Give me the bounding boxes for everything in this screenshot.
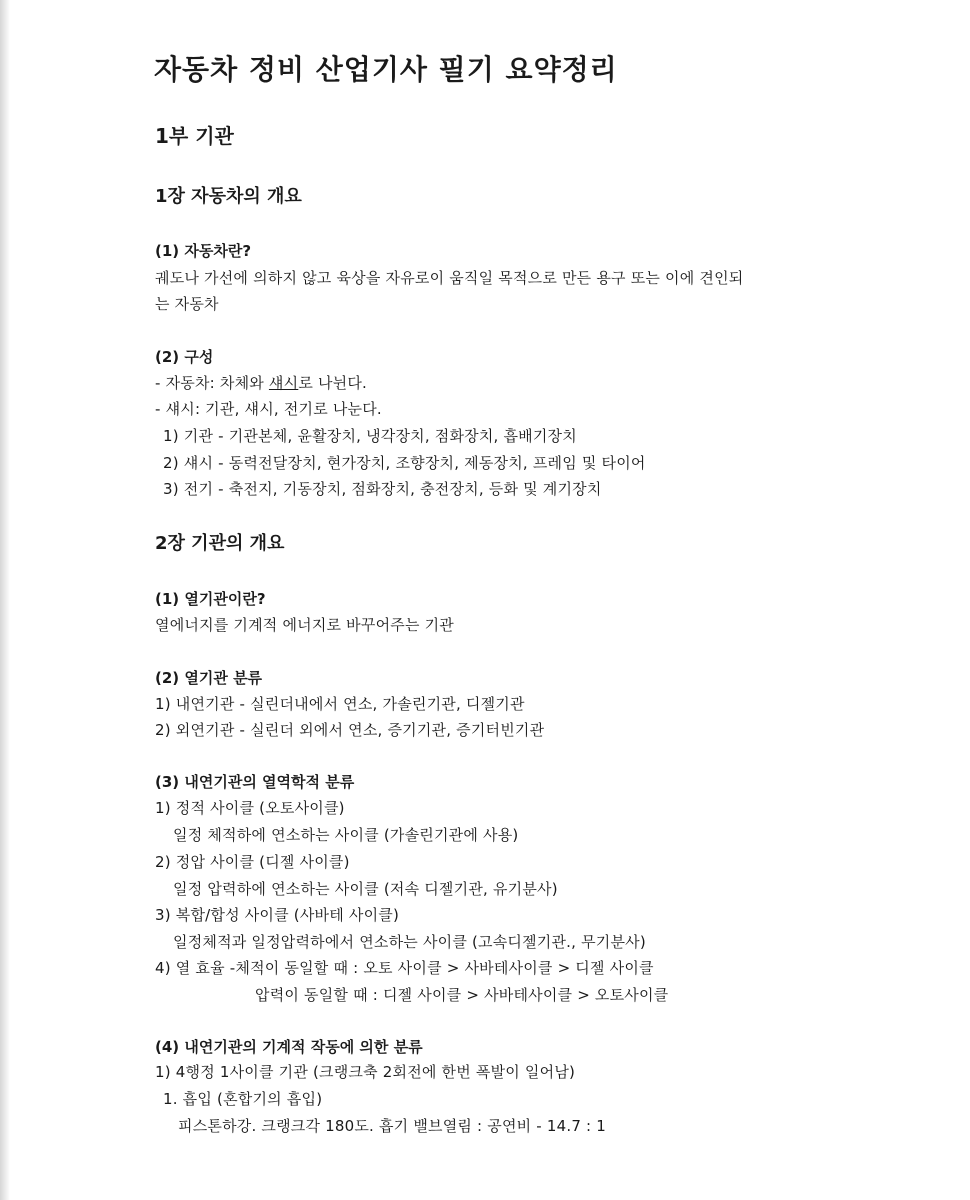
engine-class-item-1: 1) 내연기관 - 실린더내에서 연소, 가솔린기관, 디젤기관 — [155, 695, 525, 713]
section-1-1-text-cont: 는 자동차 — [155, 295, 219, 313]
section-1-1-heading: (1) 자동차란? — [155, 242, 252, 260]
stroke-subitem-1-desc: 피스톤하강. 크랭크각 180도. 흡기 밸브열림 : 공연비 - 14.7 : 1 — [178, 1117, 607, 1135]
thermal-efficiency-line-2: 압력이 동일할 때 : 디젤 사이클 > 사바테사이클 > 오토사이클 — [255, 986, 669, 1004]
stroke-subitem-1: 1. 흡입 (혼합기의 흡입) — [163, 1090, 323, 1108]
section-2-4-heading: (4) 내연기관의 기계적 작동에 의한 분류 — [155, 1038, 423, 1056]
composition-item-3: 3) 전기 - 축전지, 기동장치, 점화장치, 충전장치, 등화 및 계기장치 — [163, 480, 602, 498]
thermal-efficiency-line-1: 4) 열 효율 -체적이 동일할 때 : 오토 사이클 > 사바테사이클 > 디젤 사이클 — [155, 959, 654, 977]
section-2-1-text: 열에너지를 기계적 에너지로 바꾸어주는 기관 — [155, 616, 454, 634]
document-title: 자동차 정비 산업기사 필기 요약정리 — [154, 53, 618, 86]
part-heading: 1부 기관 — [155, 124, 234, 148]
cycle-item-1-desc: 일정 체적하에 연소하는 사이클 (가솔린기관에 사용) — [173, 826, 519, 844]
section-2-3-heading: (3) 내연기관의 열역학적 분류 — [155, 773, 355, 791]
cycle-item-2: 2) 정압 사이클 (디젤 사이클) — [155, 853, 350, 871]
engine-class-item-2: 2) 외연기관 - 실린더 외에서 연소, 증기기관, 증기터빈기관 — [155, 721, 545, 739]
composition-line-1: - 자동차: 차체와 섀시로 나뉜다. — [155, 374, 368, 392]
section-1-2-heading: (2) 구성 — [155, 348, 214, 366]
cycle-item-3-desc: 일정체적과 일정압력하에서 연소하는 사이클 (고속디젤기관., 무기분사) — [173, 933, 646, 951]
stroke-item-1: 1) 4행정 1사이클 기관 (크랭크축 2회전에 한번 폭발이 일어남) — [155, 1063, 576, 1081]
section-1-1-text: 궤도나 가선에 의하지 않고 육상을 자유로이 움직일 목적으로 만든 용구 또는 이에 견인되 — [155, 269, 744, 287]
chapter-2-heading: 2장 기관의 개요 — [155, 533, 285, 554]
composition-item-2: 2) 섀시 - 동력전달장치, 현가장치, 조향장치, 제동장치, 프레임 및 타이어 — [163, 454, 646, 472]
section-2-1-heading: (1) 열기관이란? — [155, 590, 266, 608]
chapter-1-heading: 1장 자동차의 개요 — [155, 186, 302, 207]
section-2-2-heading: (2) 열기관 분류 — [155, 669, 263, 687]
cycle-item-1: 1) 정적 사이클 (오토사이클) — [155, 799, 345, 817]
underlined-term: 섀시 — [268, 374, 299, 392]
composition-item-1: 1) 기관 - 기관본체, 윤활장치, 냉각장치, 점화장치, 흡배기장치 — [163, 427, 577, 445]
cycle-item-2-desc: 일정 압력하에 연소하는 사이클 (저속 디젤기관, 유기분사) — [173, 880, 558, 898]
cycle-item-3: 3) 복합/합성 사이클 (사바테 사이클) — [155, 906, 399, 924]
composition-line-2: - 섀시: 기관, 섀시, 전기로 나눈다. — [155, 400, 382, 418]
